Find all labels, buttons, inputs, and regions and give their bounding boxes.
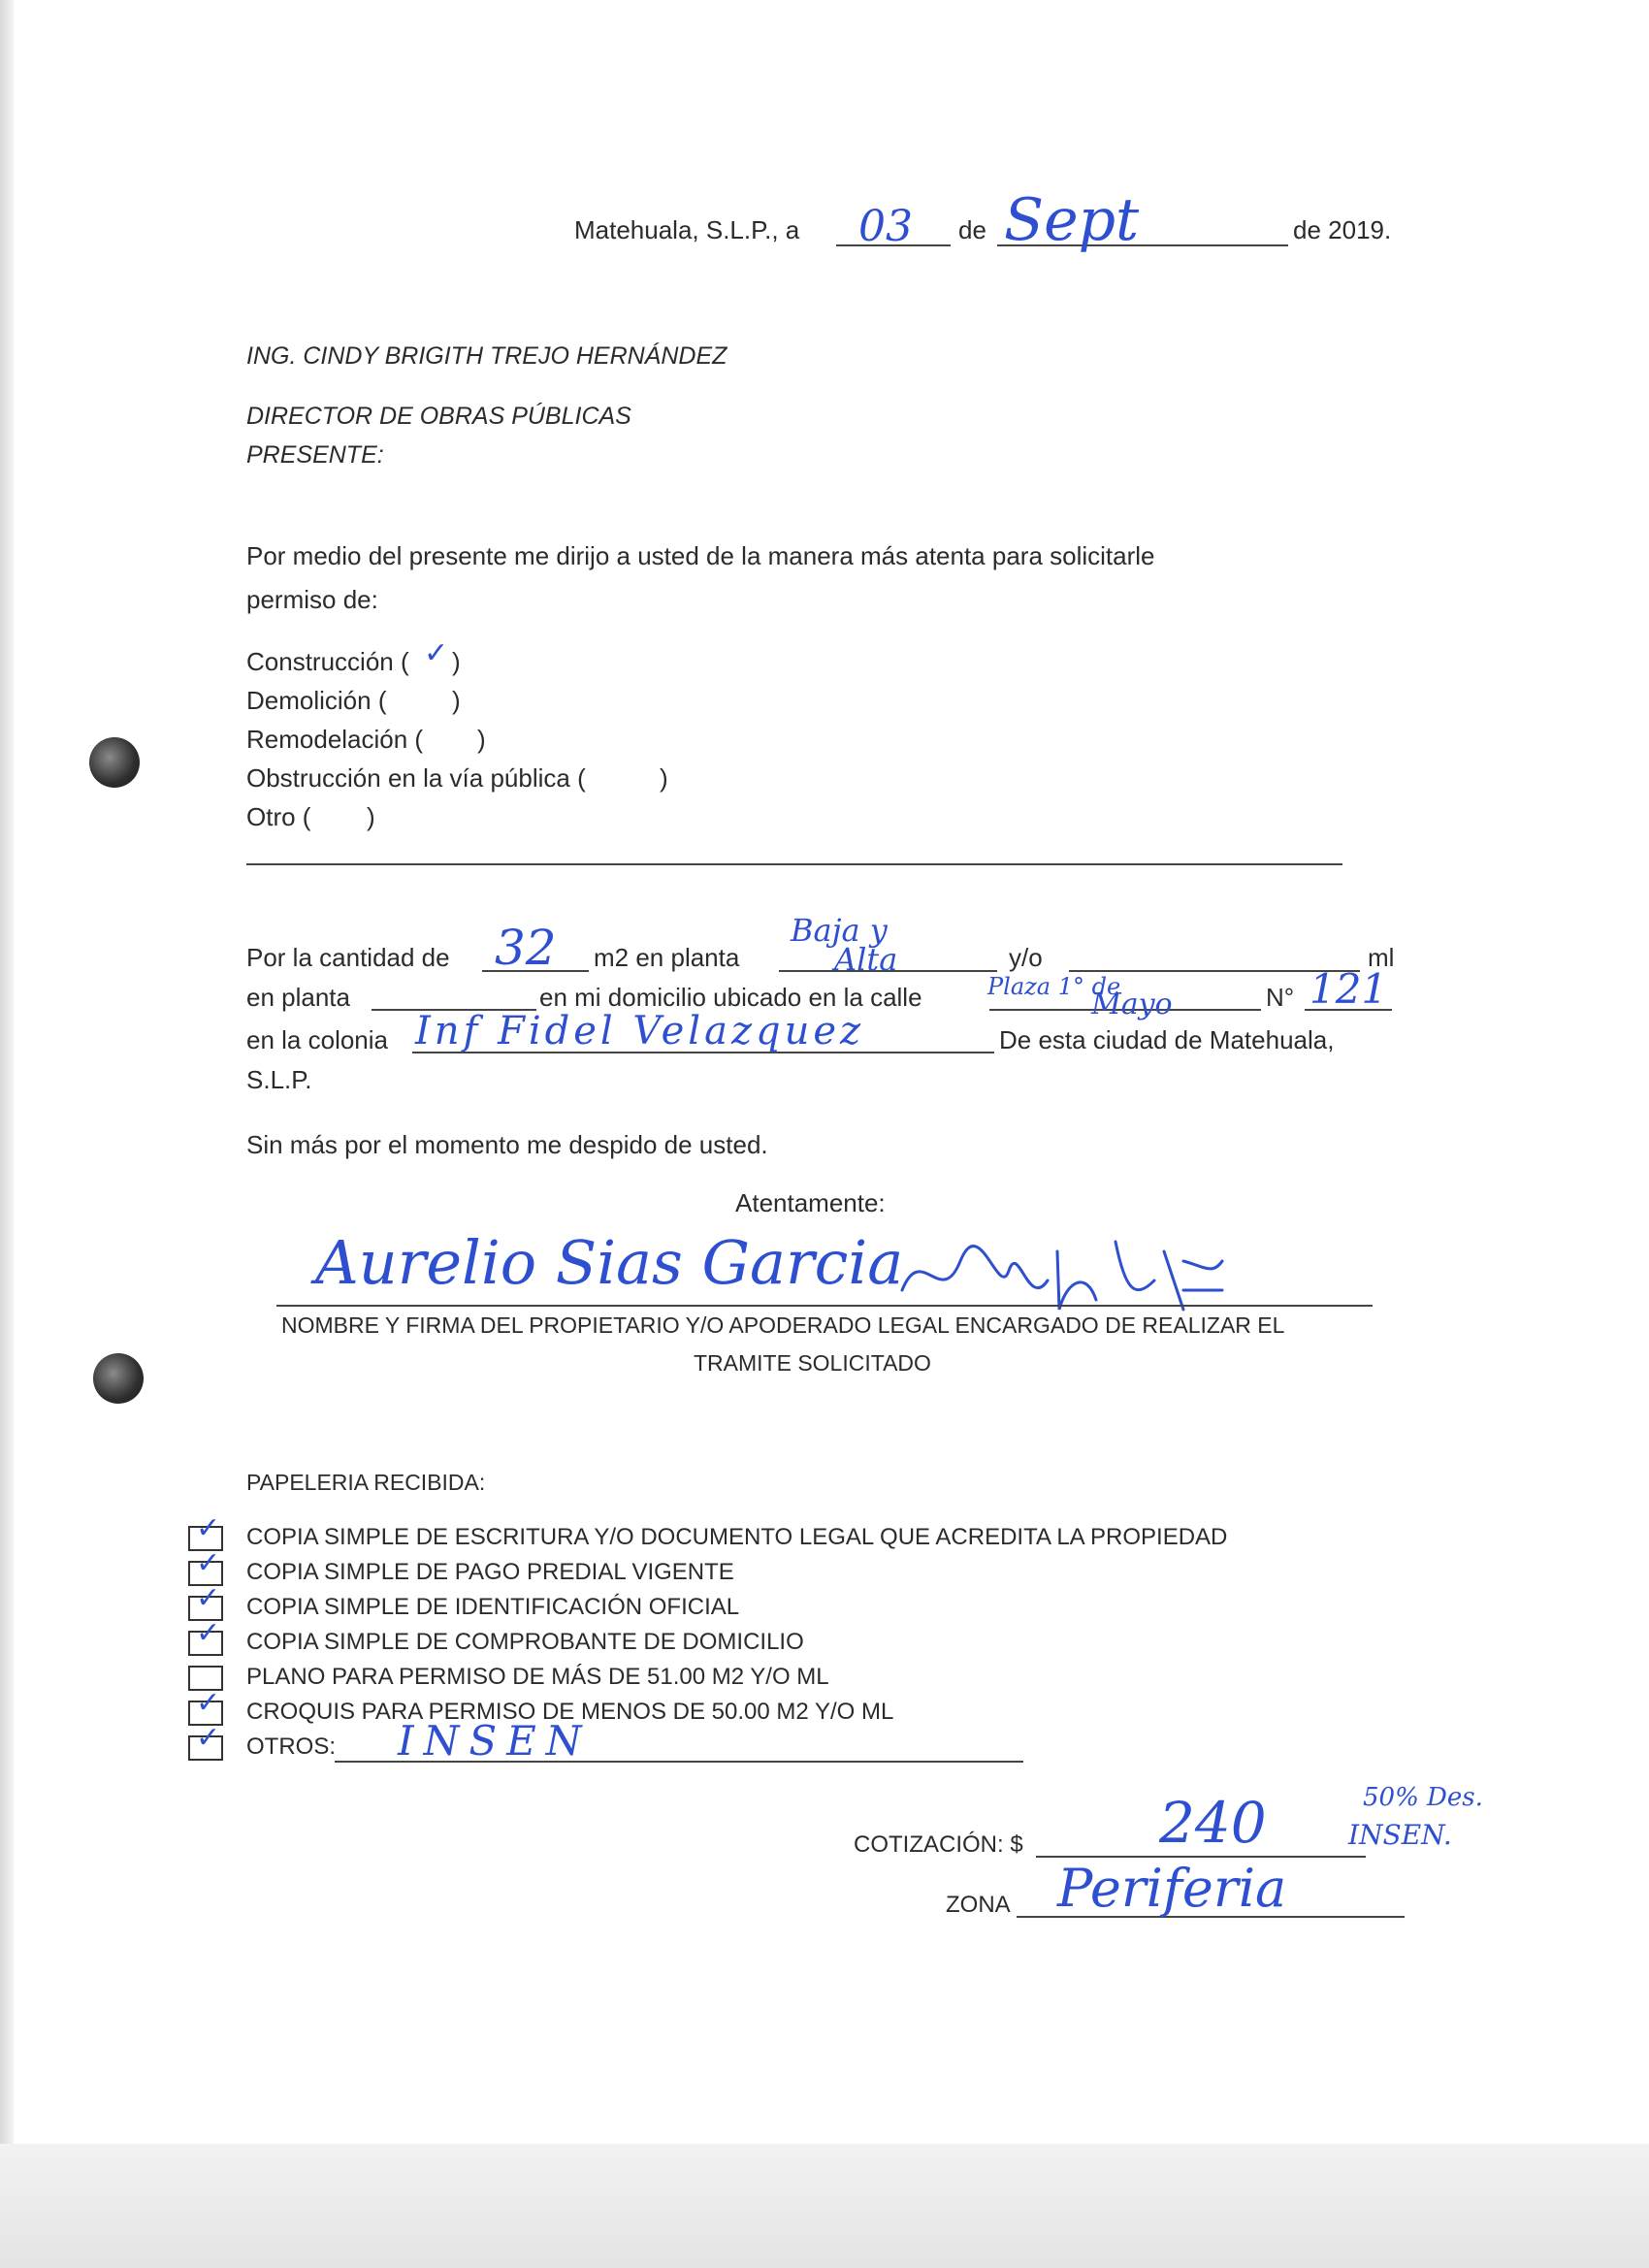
permit-demolicion-label: Demolición ( <box>246 686 387 715</box>
permit-remodelacion-close: ) <box>477 725 486 754</box>
calle-handwritten-2: Mayo <box>1091 988 1173 1021</box>
signature-caption-line-2: TRAMITE SOLICITADO <box>694 1350 931 1376</box>
planta-handwritten-2: Alta <box>834 941 898 978</box>
permit-obstruccion-label: Obstrucción en la vía pública ( <box>246 763 586 793</box>
cantidad-handwritten: 32 <box>495 920 557 976</box>
permit-obstruccion-close: ) <box>660 763 668 793</box>
date-year: de 2019. <box>1293 215 1392 244</box>
doc-check-otros: ✓ <box>196 1721 221 1755</box>
intro-line-1: Por medio del presente me dirijo a usted de la manera más atenta para solicitarle <box>246 541 1155 570</box>
cantidad-label: Por la cantidad de <box>246 943 450 972</box>
doc-label-identificacion: COPIA SIMPLE DE IDENTIFICACIÓN OFICIAL <box>246 1594 740 1620</box>
date-place: Matehuala, S.L.P., a <box>574 215 800 244</box>
domicilio-label: en mi domicilio ubicado en la calle <box>539 983 922 1012</box>
sin-mas-text: Sin más por el momento me despido de usted. <box>246 1130 768 1159</box>
signature-stroke <box>902 1242 1222 1310</box>
signature-name-handwritten: Aurelio Sias Garcia <box>315 1227 904 1298</box>
date-de: de <box>958 215 986 244</box>
doc-label-domicilio: COPIA SIMPLE DE COMPROBANTE DE DOMICILIO <box>246 1629 804 1655</box>
numero-handwritten: 121 <box>1310 965 1388 1013</box>
addressee-presente: PRESENTE: <box>246 441 384 469</box>
numero-label: N° <box>1266 983 1295 1012</box>
planta-handwritten-1: Baja y <box>791 912 888 949</box>
doc-check-predial: ✓ <box>196 1546 221 1580</box>
yo-label: y/o <box>1009 943 1043 972</box>
permit-otro-label: Otro ( <box>246 802 311 831</box>
permit-construccion-close: ) <box>452 647 461 676</box>
scan-bottom-edge <box>0 2144 1649 2268</box>
otros-handwritten: INSEN <box>398 1717 592 1765</box>
intro-line-2: permiso de: <box>246 585 378 614</box>
doc-check-domicilio: ✓ <box>196 1616 221 1650</box>
doc-label-predial: COPIA SIMPLE DE PAGO PREDIAL VIGENTE <box>246 1559 734 1585</box>
ciudad-label: De esta ciudad de Matehuala, <box>999 1025 1335 1054</box>
permit-construccion-check: ✓ <box>424 636 449 670</box>
signature-line <box>276 1305 1373 1307</box>
otro-line <box>246 863 1342 865</box>
day-handwritten: 03 <box>858 202 913 251</box>
cotizacion-label: COTIZACIÓN: $ <box>854 1831 1023 1858</box>
permit-demolicion-close: ) <box>452 686 461 715</box>
zona-label: ZONA <box>946 1892 1011 1918</box>
cotizacion-note-1: 50% Des. <box>1363 1783 1483 1812</box>
doc-label-croquis: CROQUIS PARA PERMISO DE MENOS DE 50.00 M2 Y/O ML <box>246 1699 894 1725</box>
doc-check-identificacion: ✓ <box>196 1581 221 1615</box>
doc-check-croquis: ✓ <box>196 1686 221 1720</box>
month-handwritten: Sept <box>1004 186 1140 254</box>
signature-caption-line-1: NOMBRE Y FIRMA DEL PROPIETARIO Y/O APODERADO LEGAL ENCARGADO DE REALIZAR EL <box>281 1312 1285 1338</box>
permit-construccion-label: Construcción ( <box>246 647 409 676</box>
calle-handwritten-1: Plaza 1° de <box>987 973 1121 1000</box>
permit-otro-close: ) <box>367 802 375 831</box>
punch-hole-top <box>89 737 140 788</box>
permit-remodelacion-label: Remodelación ( <box>246 725 424 754</box>
doc-label-escritura: COPIA SIMPLE DE ESCRITURA Y/O DOCUMENTO LEGAL QUE ACREDITA LA PROPIEDAD <box>246 1524 1228 1550</box>
doc-label-otros: OTROS: <box>246 1733 337 1760</box>
ml-label: ml <box>1368 943 1395 972</box>
atentamente-text: Atentamente: <box>735 1188 886 1217</box>
doc-check-escritura: ✓ <box>196 1511 221 1545</box>
zona-handwritten: Periferia <box>1057 1858 1287 1919</box>
punch-hole-bottom <box>93 1353 144 1404</box>
colonia-label: en la colonia <box>246 1025 388 1054</box>
addressee-name: ING. CINDY BRIGITH TREJO HERNÁNDEZ <box>246 342 728 370</box>
doc-label-plano: PLANO PARA PERMISO DE MÁS DE 51.00 M2 Y/O ML <box>246 1664 829 1690</box>
m2-en-planta-label: m2 en planta <box>594 943 740 972</box>
slp-label: S.L.P. <box>246 1065 312 1094</box>
papeleria-heading: PAPELERIA RECIBIDA: <box>246 1470 486 1495</box>
addressee-title: DIRECTOR DE OBRAS PÚBLICAS <box>246 403 631 430</box>
cotizacion-handwritten: 240 <box>1159 1790 1267 1856</box>
scan-left-edge <box>0 0 14 2268</box>
cotizacion-note-2: INSEN. <box>1348 1819 1452 1851</box>
colonia-handwritten: Inf Fidel Velazquez <box>415 1009 865 1053</box>
en-planta-label: en planta <box>246 983 350 1012</box>
